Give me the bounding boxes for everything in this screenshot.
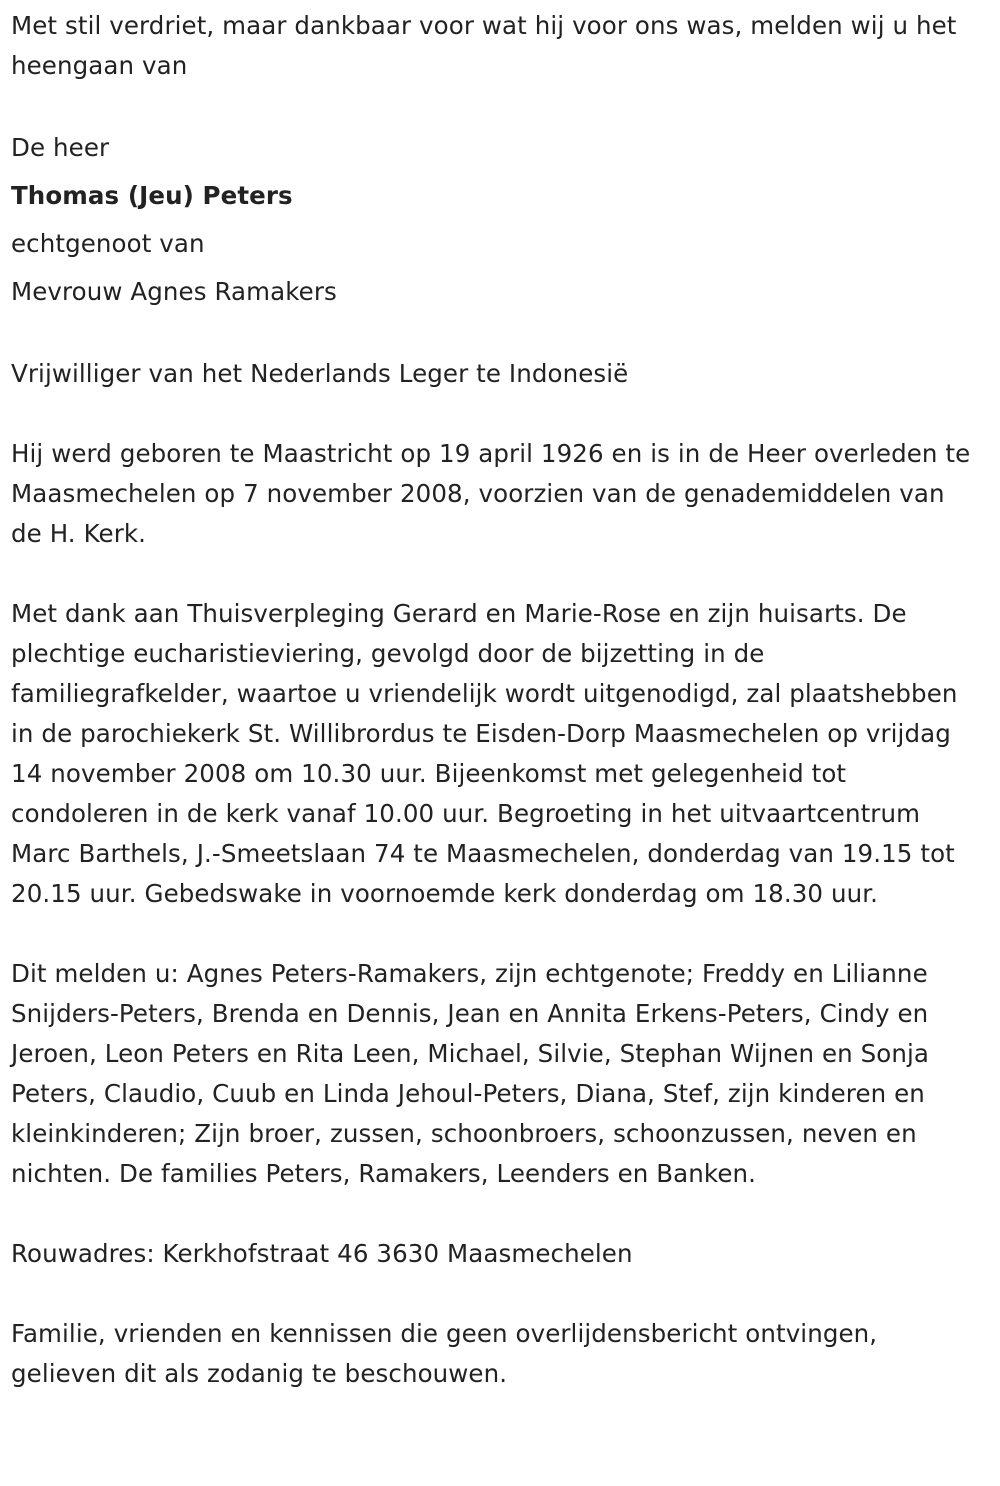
- mourning-address: Rouwadres: Kerkhofstraat 46 3630 Maasmechelen: [11, 1239, 633, 1268]
- birth-death-paragraph: Hij werd geboren te Maastricht op 19 april 1926 en is in de Heer overleden te Maasmechelen op 7 november 2008, voorzien van de genademiddelen van de H. Kerk.: [11, 439, 971, 548]
- spacer: [11, 1274, 980, 1314]
- spacer: [11, 316, 980, 354]
- spacer: [11, 914, 980, 954]
- salutation: De heer: [11, 133, 110, 162]
- spouse-label: echtgenoot van: [11, 229, 205, 258]
- spacer: [11, 86, 980, 124]
- spacer: [11, 1194, 980, 1234]
- deceased-name: Thomas (Jeu) Peters: [11, 181, 293, 210]
- intro-text: Met stil verdriet, maar dankbaar voor wat hij voor ons was, melden wij u het heengaan van: [11, 11, 957, 80]
- volunteer-line: Vrijwilliger van het Nederlands Leger te Indonesië: [11, 359, 629, 388]
- spacer: [11, 394, 980, 434]
- spouse-name: Mevrouw Agnes Ramakers: [11, 277, 337, 306]
- ceremony-paragraph: Met dank aan Thuisverpleging Gerard en Marie-Rose en zijn huisarts. De plechtige eucharistieviering, gevolgd door de bijzetting in de familiegrafkelder, waartoe u vriendelijk wordt uitgenodigd, zal plaatshebben in de parochiekerk St. Willibrordus te Eisden-Dorp Maasmechelen op vrijdag 14 november 2008 om 10.30 uur. Bijeenkomst met gelegenheid tot condoleren in de kerk vanaf 10.00 uur. Begroeting in het uitvaartcentrum Marc Barthels, J.-Smeetslaan 74 te Maasmechelen, donderdag van 19.15 tot 20.15 uur. Gebedswake in voornoemde kerk donderdag om 18.30 uur.: [11, 599, 958, 908]
- announcers-paragraph: Dit melden u: Agnes Peters-Ramakers, zijn echtgenote; Freddy en Lilianne Snijders-Peters, Brenda en Dennis, Jean en Annita Erkens-Peters, Cindy en Jeroen, Leon Peters en Rita Leen, Michael, Silvie, Stephan Wijnen en Sonja Peters, Claudio, Cuub en Linda Jehoul-Peters, Diana, Stef, zijn kinderen en kleinkinderen; Zijn broer, zussen, schoonbroers, schoonzussen, neven en nichten. De families Peters, Ramakers, Leenders en Banken.: [11, 959, 930, 1188]
- name-block: [11, 124, 980, 316]
- closing-paragraph: Familie, vrienden en kennissen die geen overlijdensbericht ontvingen, gelieven dit als zodanig te beschouwen.: [11, 1319, 878, 1388]
- spacer: [11, 554, 980, 594]
